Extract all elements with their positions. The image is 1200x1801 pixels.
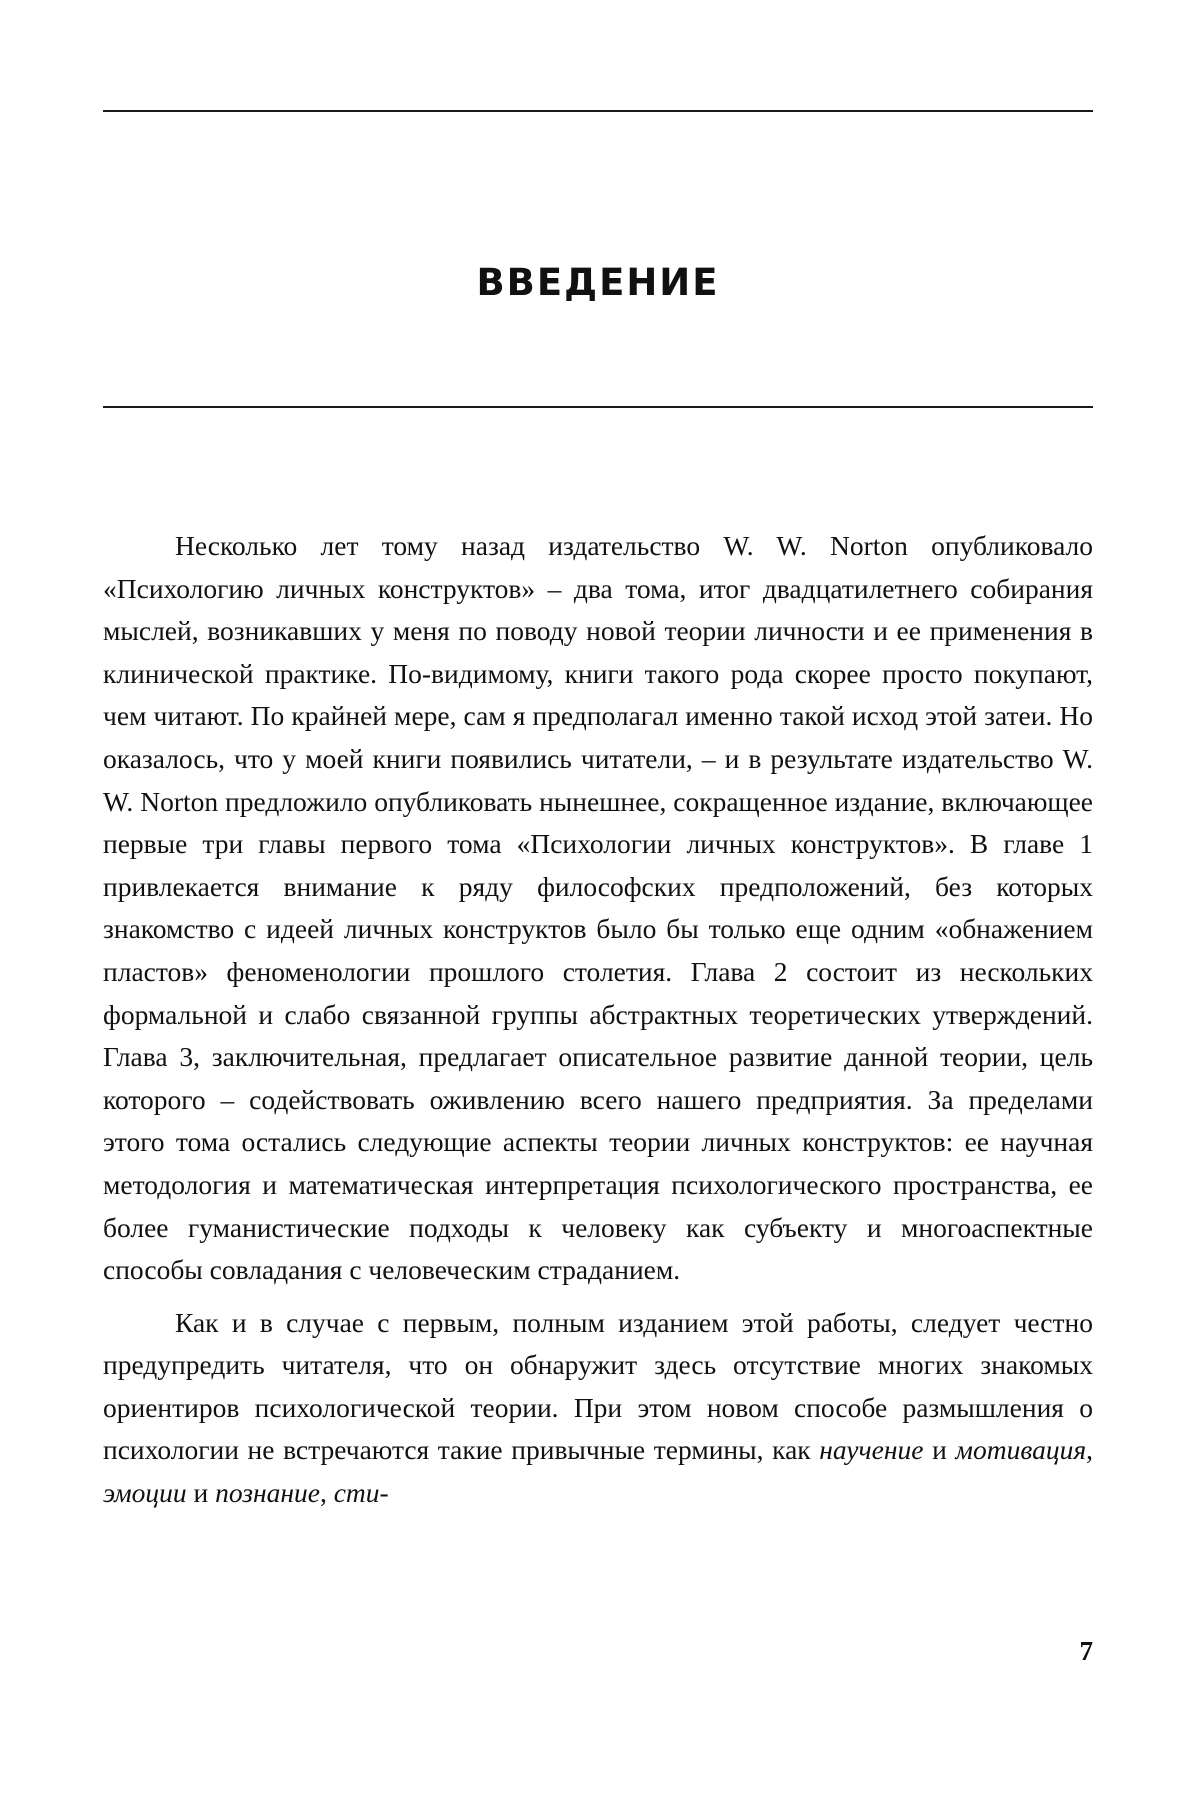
chapter-title: ВВЕДЕНИЕ [476, 261, 720, 304]
paragraph-1: Несколько лет тому назад издательство W. W. Norton опубликовало «Психологию личных конструктов» – два тома, итог двадцатилетнего собирания мыслей, возникавших у меня по поводу новой теории личности и ее применения в клинической практике. По-видимому, книги такого рода скорее просто покупают, чем читают. По крайней мере, сам я предполагал именно такой исход этой затеи. Но оказалось, что у моей книги появились читатели, – и в результате издательство W. W. Norton предложило опубликовать нынешнее, сокращенное издание, включающее первые три главы первого тома «Психологии личных конструктов». В главе 1 привлекается внимание к ряду философских предположений, без которых знакомство с идеей личных конструктов было бы только еще одним «обнажением пластов» феноменологии прошлого столетия. Глава 2 состоит из нескольких формальной и слабо связанной группы абстрактных теоретических утверждений. Глава 3, заключительная, предлагает описательное развитие данной теории, цель которого – содействовать оживлению всего нашего предприятия. За пределами этого тома остались следующие аспекты теории личных конструктов: ее научная методология и математическая интерпретация психологического пространства, ее более гуманистические подходы к человеку как субъекту и многоаспектные способы совладания с человеческим страданием. [103, 530, 1093, 1286]
separator: , [319, 1477, 334, 1509]
term-stimulus-fragment: сти- [333, 1477, 389, 1509]
term-motivation: мотивация [955, 1434, 1087, 1466]
term-learning: научение [819, 1434, 924, 1466]
conjunction: и [186, 1477, 216, 1509]
paragraph-2-text: Как и в случае с первым, полным изданием этой работы, следует честно предупредить читателя, что он обнаружит здесь отсутствие многих знакомых ориентиров психологической теории. При этом новом способе размышления о психологии не встречаются такие привычные термины, как [103, 1306, 1093, 1466]
header-rule [103, 110, 1093, 112]
separator: , [1086, 1434, 1093, 1466]
body-text [103, 525, 1093, 1515]
page-number: 7 [1079, 1636, 1093, 1666]
term-emotions: эмоции [103, 1477, 187, 1509]
title-rule [103, 406, 1093, 408]
conjunction: и [923, 1434, 956, 1466]
term-cognition: познание [215, 1477, 320, 1509]
paragraph-2 [103, 1302, 1093, 1515]
